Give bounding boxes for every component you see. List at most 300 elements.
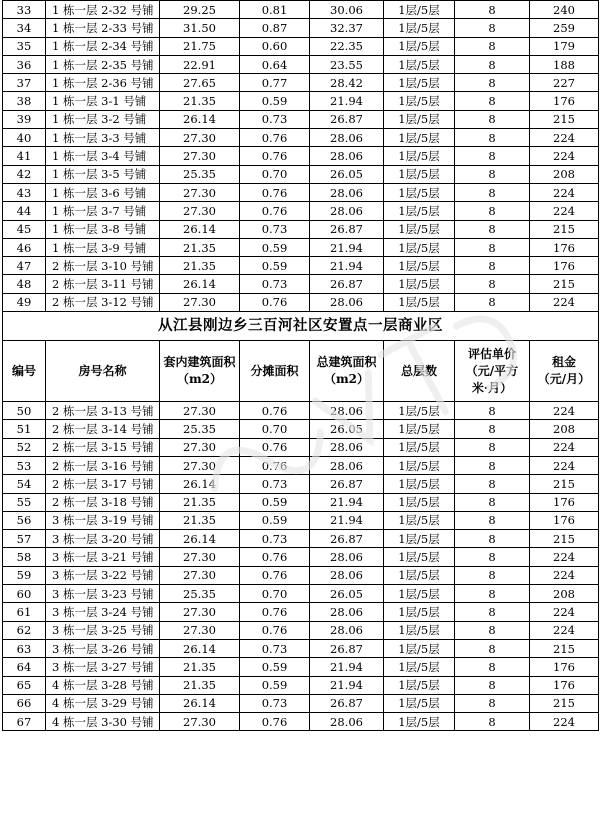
table-row	[3, 676, 599, 694]
cell-shared-area: 0.59	[240, 511, 310, 529]
cell-total-area: 26.87	[310, 694, 384, 712]
table-row	[3, 402, 599, 420]
cell-rent: 224	[530, 713, 599, 731]
cell-room-name: 2 栋一层 3-14 号铺	[46, 420, 160, 438]
cell-id: 40	[3, 129, 46, 147]
cell-floors: 1层/5层	[384, 202, 455, 220]
cell-shared-area: 0.76	[240, 713, 310, 731]
cell-shared-area: 0.76	[240, 293, 310, 311]
cell-unit-price: 8	[455, 420, 530, 438]
cell-shared-area: 0.76	[240, 456, 310, 474]
cell-unit-price: 8	[455, 129, 530, 147]
cell-id: 43	[3, 183, 46, 201]
cell-unit-price: 8	[455, 202, 530, 220]
table-row	[3, 92, 599, 110]
header-name: 房号名称	[46, 341, 160, 402]
cell-id: 59	[3, 566, 46, 584]
cell-unit-price: 8	[455, 530, 530, 548]
cell-inner-area: 27.65	[160, 74, 240, 92]
cell-id: 58	[3, 548, 46, 566]
cell-id: 44	[3, 202, 46, 220]
cell-room-name: 3 栋一层 3-22 号铺	[46, 566, 160, 584]
cell-total-area: 30.06	[310, 1, 384, 19]
cell-inner-area: 26.14	[160, 475, 240, 493]
cell-rent: 259	[530, 19, 599, 37]
cell-id: 56	[3, 511, 46, 529]
cell-id: 67	[3, 713, 46, 731]
table-row	[3, 566, 599, 584]
cell-shared-area: 0.59	[240, 257, 310, 275]
cell-rent: 224	[530, 548, 599, 566]
cell-unit-price: 8	[455, 147, 530, 165]
table-row	[3, 147, 599, 165]
cell-shared-area: 0.70	[240, 420, 310, 438]
cell-rent: 215	[530, 694, 599, 712]
cell-floors: 1层/5层	[384, 257, 455, 275]
cell-total-area: 21.94	[310, 493, 384, 511]
cell-id: 55	[3, 493, 46, 511]
cell-unit-price: 8	[455, 257, 530, 275]
cell-id: 52	[3, 438, 46, 456]
header-shared-area: 分摊面积	[240, 341, 310, 402]
cell-total-area: 28.06	[310, 402, 384, 420]
cell-floors: 1层/5层	[384, 129, 455, 147]
cell-floors: 1层/5层	[384, 220, 455, 238]
cell-floors: 1层/5层	[384, 475, 455, 493]
table-row	[3, 1, 599, 19]
section-heading	[3, 312, 599, 402]
cell-rent: 224	[530, 438, 599, 456]
cell-floors: 1层/5层	[384, 74, 455, 92]
cell-shared-area: 0.87	[240, 19, 310, 37]
table-row	[3, 74, 599, 92]
cell-floors: 1层/5层	[384, 456, 455, 474]
cell-inner-area: 27.30	[160, 147, 240, 165]
cell-room-name: 3 栋一层 3-21 号铺	[46, 548, 160, 566]
cell-rent: 224	[530, 621, 599, 639]
cell-total-area: 21.94	[310, 257, 384, 275]
table-row	[3, 603, 599, 621]
cell-floors: 1层/5层	[384, 511, 455, 529]
table-row	[3, 238, 599, 256]
table-row	[3, 658, 599, 676]
table-row	[3, 257, 599, 275]
cell-room-name: 1 栋一层 3-3 号铺	[46, 129, 160, 147]
cell-id: 39	[3, 110, 46, 128]
cell-inner-area: 21.75	[160, 37, 240, 55]
cell-rent: 176	[530, 493, 599, 511]
cell-rent: 215	[530, 275, 599, 293]
cell-rent: 208	[530, 585, 599, 603]
cell-id: 62	[3, 621, 46, 639]
cell-shared-area: 0.76	[240, 603, 310, 621]
cell-room-name: 3 栋一层 3-27 号铺	[46, 658, 160, 676]
cell-shared-area: 0.59	[240, 92, 310, 110]
cell-unit-price: 8	[455, 55, 530, 73]
cell-floors: 1层/5层	[384, 438, 455, 456]
cell-total-area: 21.94	[310, 511, 384, 529]
cell-floors: 1层/5层	[384, 183, 455, 201]
cell-shared-area: 0.70	[240, 585, 310, 603]
cell-room-name: 1 栋一层 2-32 号铺	[46, 1, 160, 19]
cell-rent: 176	[530, 511, 599, 529]
cell-inner-area: 27.30	[160, 603, 240, 621]
cell-total-area: 26.05	[310, 585, 384, 603]
cell-rent: 215	[530, 530, 599, 548]
cell-shared-area: 0.77	[240, 74, 310, 92]
cell-id: 46	[3, 238, 46, 256]
cell-inner-area: 21.35	[160, 511, 240, 529]
cell-id: 45	[3, 220, 46, 238]
cell-inner-area: 27.30	[160, 713, 240, 731]
cell-floors: 1层/5层	[384, 165, 455, 183]
header-inner-area: 套内建筑面积 （m2）	[160, 341, 240, 402]
cell-shared-area: 0.73	[240, 110, 310, 128]
cell-room-name: 2 栋一层 3-12 号铺	[46, 293, 160, 311]
cell-id: 49	[3, 293, 46, 311]
cell-inner-area: 31.50	[160, 19, 240, 37]
cell-rent: 215	[530, 639, 599, 657]
table-row	[3, 183, 599, 201]
cell-inner-area: 27.30	[160, 129, 240, 147]
cell-total-area: 28.06	[310, 147, 384, 165]
cell-id: 48	[3, 275, 46, 293]
cell-inner-area: 27.30	[160, 621, 240, 639]
table-row	[3, 694, 599, 712]
table-row	[3, 420, 599, 438]
cell-floors: 1层/5层	[384, 694, 455, 712]
cell-rent: 227	[530, 74, 599, 92]
cell-unit-price: 8	[455, 676, 530, 694]
table-row	[3, 713, 599, 731]
cell-id: 42	[3, 165, 46, 183]
cell-inner-area: 29.25	[160, 1, 240, 19]
cell-floors: 1层/5层	[384, 530, 455, 548]
table-row	[3, 475, 599, 493]
cell-inner-area: 26.14	[160, 275, 240, 293]
cell-floors: 1层/5层	[384, 713, 455, 731]
cell-total-area: 28.06	[310, 456, 384, 474]
cell-rent: 224	[530, 566, 599, 584]
cell-rent: 176	[530, 658, 599, 676]
cell-total-area: 28.06	[310, 293, 384, 311]
cell-unit-price: 8	[455, 293, 530, 311]
cell-unit-price: 8	[455, 694, 530, 712]
cell-unit-price: 8	[455, 658, 530, 676]
cell-unit-price: 8	[455, 238, 530, 256]
cell-unit-price: 8	[455, 402, 530, 420]
cell-floors: 1层/5层	[384, 420, 455, 438]
cell-unit-price: 8	[455, 713, 530, 731]
cell-floors: 1层/5层	[384, 55, 455, 73]
cell-shared-area: 0.59	[240, 238, 310, 256]
cell-floors: 1层/5层	[384, 548, 455, 566]
cell-room-name: 1 栋一层 3-2 号铺	[46, 110, 160, 128]
cell-unit-price: 8	[455, 511, 530, 529]
cell-inner-area: 21.35	[160, 92, 240, 110]
cell-floors: 1层/5层	[384, 147, 455, 165]
cell-id: 51	[3, 420, 46, 438]
cell-total-area: 26.87	[310, 110, 384, 128]
table-row	[3, 530, 599, 548]
cell-shared-area: 0.76	[240, 566, 310, 584]
cell-inner-area: 22.91	[160, 55, 240, 73]
cell-unit-price: 8	[455, 110, 530, 128]
cell-rent: 224	[530, 603, 599, 621]
cell-room-name: 2 栋一层 3-18 号铺	[46, 493, 160, 511]
cell-rent: 224	[530, 147, 599, 165]
header-id: 编号	[3, 341, 46, 402]
column-header-row	[3, 341, 599, 402]
table-row	[3, 621, 599, 639]
table-row	[3, 493, 599, 511]
table-row	[3, 275, 599, 293]
table-row	[3, 202, 599, 220]
cell-floors: 1层/5层	[384, 676, 455, 694]
rental-table	[2, 0, 599, 731]
cell-rent: 176	[530, 257, 599, 275]
cell-inner-area: 25.35	[160, 420, 240, 438]
cell-shared-area: 0.59	[240, 493, 310, 511]
cell-room-name: 3 栋一层 3-24 号铺	[46, 603, 160, 621]
cell-unit-price: 8	[455, 1, 530, 19]
cell-total-area: 21.94	[310, 238, 384, 256]
cell-rent: 224	[530, 202, 599, 220]
cell-total-area: 28.06	[310, 713, 384, 731]
cell-unit-price: 8	[455, 475, 530, 493]
cell-floors: 1层/5层	[384, 585, 455, 603]
table-row	[3, 639, 599, 657]
table-row	[3, 37, 599, 55]
cell-unit-price: 8	[455, 37, 530, 55]
cell-id: 35	[3, 37, 46, 55]
cell-id: 36	[3, 55, 46, 73]
cell-rent: 224	[530, 402, 599, 420]
cell-id: 60	[3, 585, 46, 603]
cell-unit-price: 8	[455, 183, 530, 201]
cell-rent: 224	[530, 456, 599, 474]
cell-shared-area: 0.76	[240, 202, 310, 220]
cell-total-area: 28.06	[310, 603, 384, 621]
cell-total-area: 28.06	[310, 129, 384, 147]
cell-room-name: 2 栋一层 3-16 号铺	[46, 456, 160, 474]
table-row	[3, 293, 599, 311]
cell-room-name: 1 栋一层 3-9 号铺	[46, 238, 160, 256]
cell-shared-area: 0.59	[240, 676, 310, 694]
cell-unit-price: 8	[455, 585, 530, 603]
cell-room-name: 1 栋一层 3-8 号铺	[46, 220, 160, 238]
table-row	[3, 165, 599, 183]
cell-inner-area: 27.30	[160, 456, 240, 474]
cell-floors: 1层/5层	[384, 238, 455, 256]
cell-inner-area: 21.35	[160, 257, 240, 275]
header-rent: 租金 （元/月）	[530, 341, 599, 402]
cell-id: 65	[3, 676, 46, 694]
cell-room-name: 2 栋一层 3-13 号铺	[46, 402, 160, 420]
cell-id: 61	[3, 603, 46, 621]
cell-total-area: 23.55	[310, 55, 384, 73]
cell-id: 66	[3, 694, 46, 712]
cell-inner-area: 27.30	[160, 202, 240, 220]
cell-room-name: 3 栋一层 3-20 号铺	[46, 530, 160, 548]
table-row	[3, 511, 599, 529]
cell-total-area: 28.06	[310, 438, 384, 456]
cell-floors: 1层/5层	[384, 493, 455, 511]
cell-rent: 208	[530, 420, 599, 438]
header-floors: 总层数	[384, 341, 455, 402]
cell-room-name: 1 栋一层 2-34 号铺	[46, 37, 160, 55]
cell-room-name: 3 栋一层 3-23 号铺	[46, 585, 160, 603]
cell-floors: 1层/5层	[384, 566, 455, 584]
cell-shared-area: 0.76	[240, 438, 310, 456]
cell-total-area: 28.06	[310, 621, 384, 639]
cell-unit-price: 8	[455, 639, 530, 657]
cell-shared-area: 0.64	[240, 55, 310, 73]
cell-total-area: 26.05	[310, 420, 384, 438]
cell-total-area: 26.87	[310, 639, 384, 657]
cell-shared-area: 0.81	[240, 1, 310, 19]
cell-shared-area: 0.73	[240, 220, 310, 238]
cell-unit-price: 8	[455, 548, 530, 566]
cell-id: 63	[3, 639, 46, 657]
cell-floors: 1层/5层	[384, 293, 455, 311]
table-row	[3, 548, 599, 566]
cell-rent: 176	[530, 676, 599, 694]
cell-rent: 215	[530, 475, 599, 493]
cell-rent: 224	[530, 183, 599, 201]
cell-id: 37	[3, 74, 46, 92]
cell-id: 64	[3, 658, 46, 676]
cell-rent: 176	[530, 92, 599, 110]
cell-total-area: 26.05	[310, 165, 384, 183]
cell-room-name: 4 栋一层 3-29 号铺	[46, 694, 160, 712]
cell-rent: 188	[530, 55, 599, 73]
cell-unit-price: 8	[455, 220, 530, 238]
cell-rent: 240	[530, 1, 599, 19]
cell-inner-area: 21.35	[160, 676, 240, 694]
cell-rent: 215	[530, 110, 599, 128]
cell-room-name: 2 栋一层 3-17 号铺	[46, 475, 160, 493]
cell-id: 54	[3, 475, 46, 493]
cell-floors: 1层/5层	[384, 658, 455, 676]
cell-unit-price: 8	[455, 493, 530, 511]
table-row	[3, 456, 599, 474]
cell-unit-price: 8	[455, 165, 530, 183]
cell-inner-area: 27.30	[160, 548, 240, 566]
cell-id: 47	[3, 257, 46, 275]
cell-floors: 1层/5层	[384, 19, 455, 37]
cell-shared-area: 0.76	[240, 147, 310, 165]
cell-unit-price: 8	[455, 603, 530, 621]
header-unit-price: 评估单价 （元/平方 米·月）	[455, 341, 530, 402]
cell-shared-area: 0.76	[240, 183, 310, 201]
cell-total-area: 32.37	[310, 19, 384, 37]
cell-floors: 1层/5层	[384, 603, 455, 621]
section-title: 从江县刚边乡三百河社区安置点一层商业区	[3, 312, 599, 341]
cell-total-area: 21.94	[310, 658, 384, 676]
cell-shared-area: 0.73	[240, 639, 310, 657]
cell-total-area: 28.06	[310, 548, 384, 566]
cell-room-name: 2 栋一层 3-10 号铺	[46, 257, 160, 275]
cell-rent: 176	[530, 238, 599, 256]
cell-inner-area: 21.35	[160, 238, 240, 256]
cell-shared-area: 0.73	[240, 530, 310, 548]
cell-total-area: 22.35	[310, 37, 384, 55]
cell-unit-price: 8	[455, 275, 530, 293]
cell-shared-area: 0.59	[240, 658, 310, 676]
table-row	[3, 585, 599, 603]
cell-room-name: 1 栋一层 3-5 号铺	[46, 165, 160, 183]
cell-total-area: 28.06	[310, 566, 384, 584]
cell-id: 33	[3, 1, 46, 19]
cell-unit-price: 8	[455, 92, 530, 110]
cell-shared-area: 0.73	[240, 475, 310, 493]
cell-room-name: 2 栋一层 3-11 号铺	[46, 275, 160, 293]
cell-unit-price: 8	[455, 621, 530, 639]
cell-shared-area: 0.73	[240, 694, 310, 712]
cell-shared-area: 0.76	[240, 621, 310, 639]
cell-room-name: 1 栋一层 3-6 号铺	[46, 183, 160, 201]
cell-floors: 1层/5层	[384, 275, 455, 293]
cell-shared-area: 0.60	[240, 37, 310, 55]
cell-total-area: 26.87	[310, 220, 384, 238]
table-body-bottom	[3, 402, 599, 731]
cell-inner-area: 27.30	[160, 293, 240, 311]
cell-inner-area: 27.30	[160, 402, 240, 420]
cell-floors: 1层/5层	[384, 92, 455, 110]
cell-inner-area: 21.35	[160, 493, 240, 511]
cell-room-name: 3 栋一层 3-26 号铺	[46, 639, 160, 657]
cell-floors: 1层/5层	[384, 37, 455, 55]
cell-inner-area: 25.35	[160, 165, 240, 183]
cell-floors: 1层/5层	[384, 1, 455, 19]
cell-inner-area: 26.14	[160, 220, 240, 238]
cell-total-area: 26.87	[310, 475, 384, 493]
cell-inner-area: 27.30	[160, 438, 240, 456]
cell-unit-price: 8	[455, 19, 530, 37]
table-row	[3, 220, 599, 238]
cell-unit-price: 8	[455, 74, 530, 92]
table-row	[3, 55, 599, 73]
cell-inner-area: 26.14	[160, 694, 240, 712]
cell-shared-area: 0.76	[240, 548, 310, 566]
cell-room-name: 2 栋一层 3-15 号铺	[46, 438, 160, 456]
cell-total-area: 26.87	[310, 530, 384, 548]
cell-inner-area: 25.35	[160, 585, 240, 603]
cell-inner-area: 26.14	[160, 110, 240, 128]
cell-rent: 224	[530, 129, 599, 147]
cell-room-name: 3 栋一层 3-25 号铺	[46, 621, 160, 639]
cell-room-name: 1 栋一层 2-33 号铺	[46, 19, 160, 37]
cell-id: 34	[3, 19, 46, 37]
cell-floors: 1层/5层	[384, 402, 455, 420]
table-row	[3, 438, 599, 456]
cell-id: 38	[3, 92, 46, 110]
cell-id: 57	[3, 530, 46, 548]
cell-inner-area: 21.35	[160, 658, 240, 676]
table-row	[3, 110, 599, 128]
header-total-area: 总建筑面积 （m2）	[310, 341, 384, 402]
cell-room-name: 3 栋一层 3-19 号铺	[46, 511, 160, 529]
cell-total-area: 28.06	[310, 183, 384, 201]
cell-room-name: 4 栋一层 3-28 号铺	[46, 676, 160, 694]
cell-rent: 224	[530, 293, 599, 311]
cell-unit-price: 8	[455, 456, 530, 474]
cell-floors: 1层/5层	[384, 639, 455, 657]
cell-inner-area: 27.30	[160, 183, 240, 201]
table-row	[3, 19, 599, 37]
cell-inner-area: 27.30	[160, 566, 240, 584]
